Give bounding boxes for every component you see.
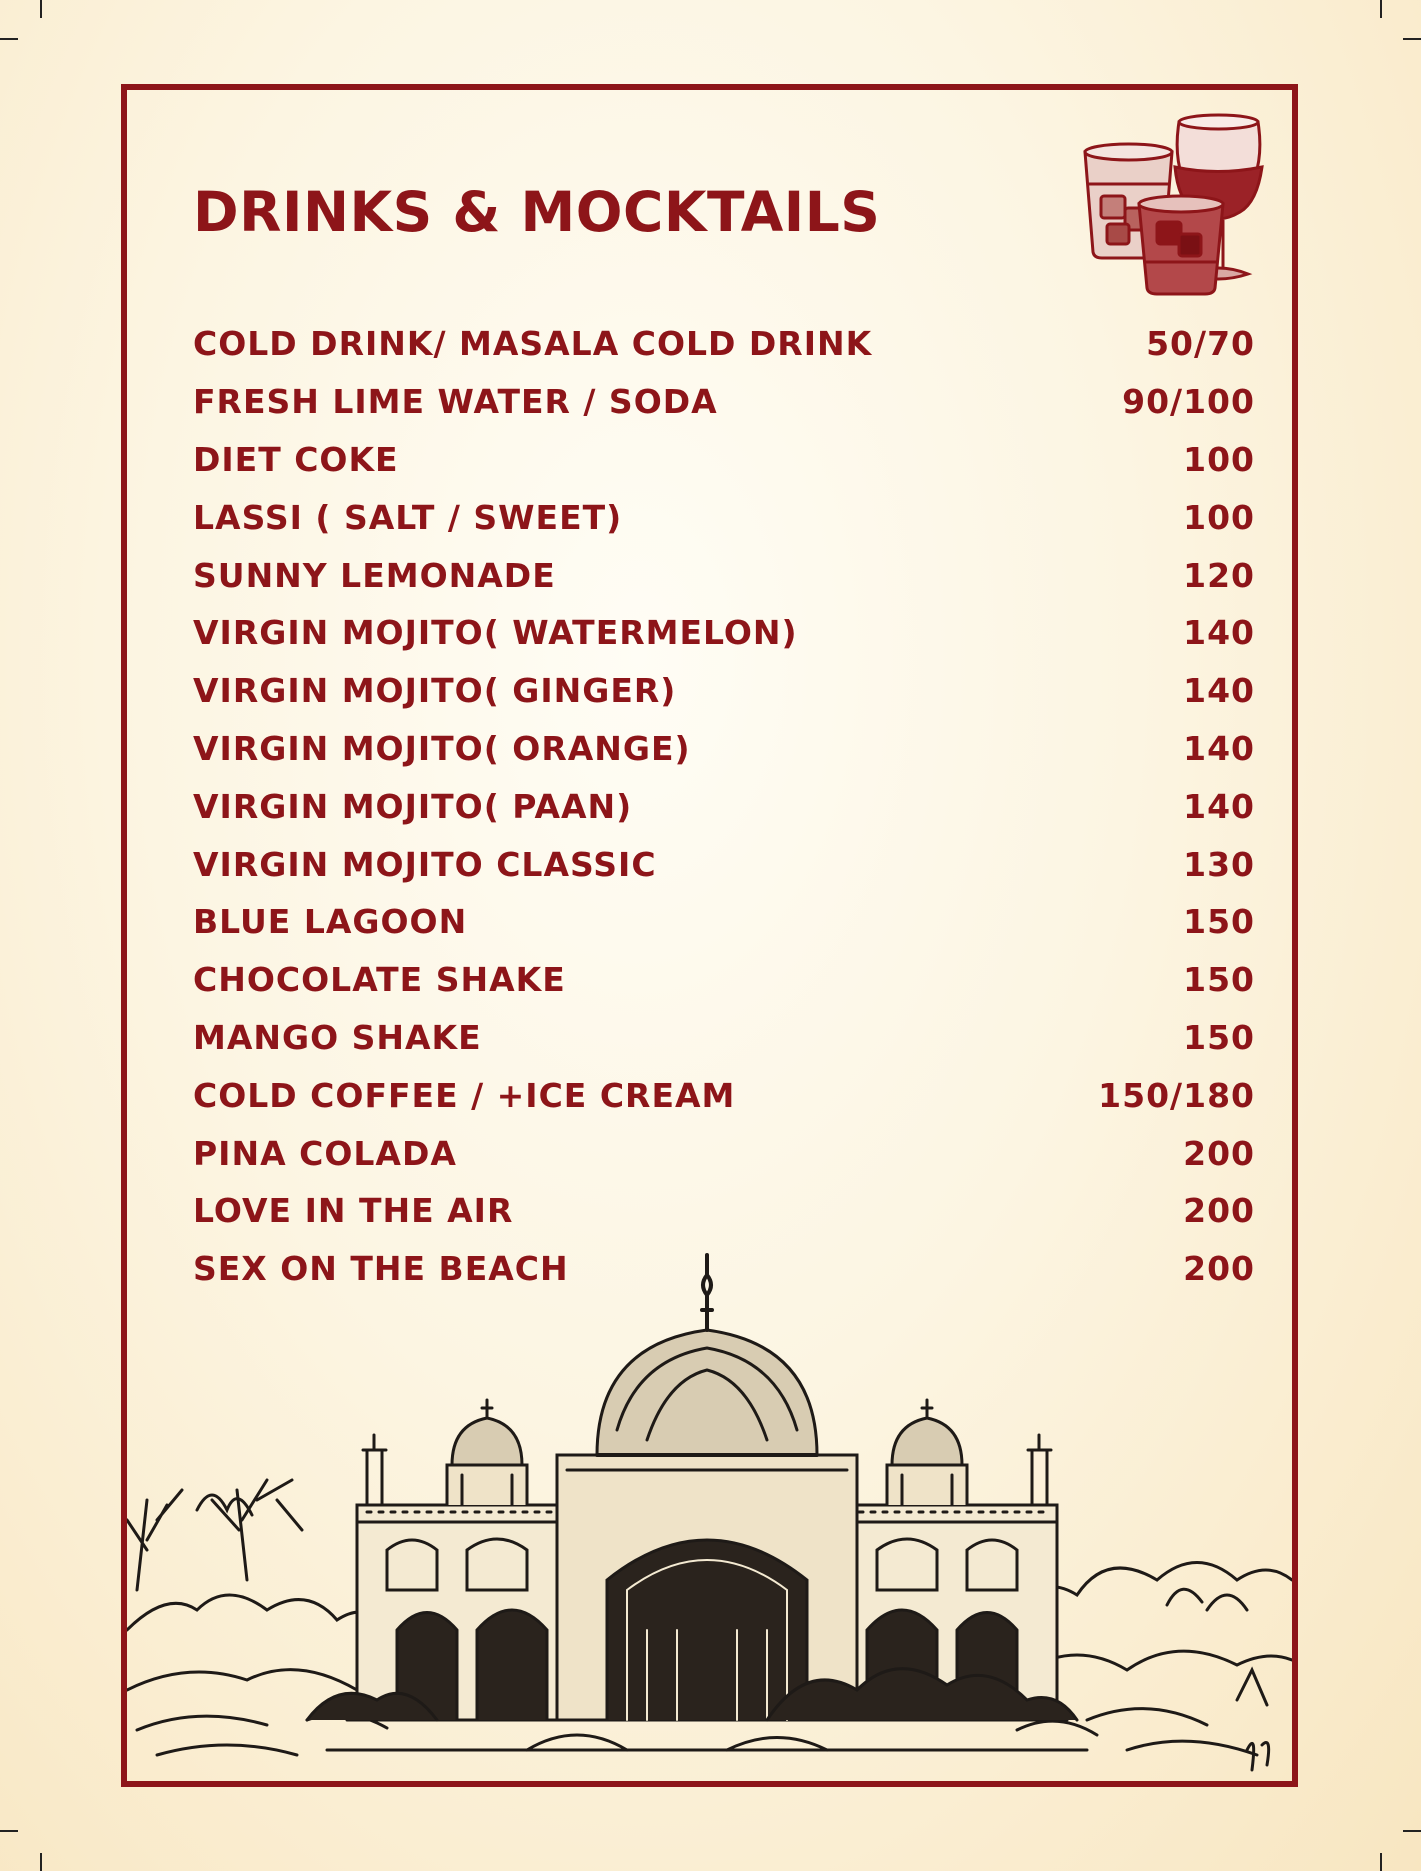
monument-illustration bbox=[127, 1250, 1292, 1781]
item-price: 100 bbox=[1183, 439, 1255, 479]
item-name: SUNNY LEMONADE bbox=[193, 555, 556, 595]
crop-mark-bottom-right-h bbox=[1403, 1830, 1421, 1832]
crop-mark-bottom-left-v bbox=[40, 1853, 42, 1871]
item-name: FRESH LIME WATER / SODA bbox=[193, 382, 718, 422]
menu-item bbox=[193, 893, 1255, 951]
menu-item bbox=[193, 488, 1255, 546]
drink-glasses-icon bbox=[1067, 112, 1298, 302]
item-price: 150 bbox=[1183, 902, 1255, 942]
menu-item bbox=[193, 720, 1255, 778]
item-name: CHOCOLATE SHAKE bbox=[193, 960, 566, 1000]
item-price: 90/100 bbox=[1122, 382, 1255, 422]
item-name: BLUE LAGOON bbox=[193, 902, 468, 942]
menu-item bbox=[193, 835, 1255, 893]
item-price: 200 bbox=[1183, 1249, 1255, 1289]
item-price: 130 bbox=[1183, 844, 1255, 884]
menu-item bbox=[193, 315, 1255, 373]
item-price: 200 bbox=[1183, 1133, 1255, 1173]
item-price: 150/180 bbox=[1098, 1075, 1255, 1115]
item-price: 140 bbox=[1183, 786, 1255, 826]
item-price: 150 bbox=[1183, 960, 1255, 1000]
item-name: PINA COLADA bbox=[193, 1133, 457, 1173]
item-name: LASSI ( SALT / SWEET) bbox=[193, 497, 623, 537]
menu-item bbox=[193, 662, 1255, 720]
item-name: COLD DRINK/ MASALA COLD DRINK bbox=[193, 324, 873, 364]
crop-mark-top-right-h bbox=[1403, 38, 1421, 40]
crop-mark-bottom-right-v bbox=[1380, 1853, 1382, 1871]
menu-item bbox=[193, 546, 1255, 604]
menu-item bbox=[193, 1009, 1255, 1067]
item-name: MANGO SHAKE bbox=[193, 1017, 482, 1057]
item-name: VIRGIN MOJITO CLASSIC bbox=[193, 844, 657, 884]
crop-mark-top-left-h bbox=[0, 38, 18, 40]
item-name: LOVE IN THE AIR bbox=[193, 1191, 514, 1231]
menu-title: DRINKS & MOCKTAILS bbox=[193, 180, 881, 244]
item-price: 150 bbox=[1183, 1017, 1255, 1057]
item-price: 100 bbox=[1183, 497, 1255, 537]
menu-item bbox=[193, 1066, 1255, 1124]
crop-mark-top-right-v bbox=[1380, 0, 1382, 18]
item-price: 140 bbox=[1183, 613, 1255, 653]
menu-item bbox=[193, 604, 1255, 662]
item-name: COLD COFFEE / +ICE CREAM bbox=[193, 1075, 736, 1115]
item-name: VIRGIN MOJITO( GINGER) bbox=[193, 671, 677, 711]
menu-list bbox=[193, 315, 1255, 1298]
item-name: SEX ON THE BEACH bbox=[193, 1249, 569, 1289]
crop-mark-bottom-left-h bbox=[0, 1830, 18, 1832]
menu-item bbox=[193, 373, 1255, 431]
item-name: VIRGIN MOJITO( WATERMELON) bbox=[193, 613, 798, 653]
menu-item bbox=[193, 431, 1255, 489]
item-price: 120 bbox=[1183, 555, 1255, 595]
menu-frame bbox=[121, 84, 1298, 1787]
item-price: 50/70 bbox=[1146, 324, 1255, 364]
menu-item bbox=[193, 777, 1255, 835]
item-name: DIET COKE bbox=[193, 439, 399, 479]
item-price: 140 bbox=[1183, 671, 1255, 711]
menu-item bbox=[193, 951, 1255, 1009]
item-name: VIRGIN MOJITO( PAAN) bbox=[193, 786, 633, 826]
item-price: 200 bbox=[1183, 1191, 1255, 1231]
crop-mark-top-left-v bbox=[40, 0, 42, 18]
item-price: 140 bbox=[1183, 728, 1255, 768]
item-name: VIRGIN MOJITO( ORANGE) bbox=[193, 728, 691, 768]
menu-item bbox=[193, 1182, 1255, 1240]
menu-item bbox=[193, 1124, 1255, 1182]
